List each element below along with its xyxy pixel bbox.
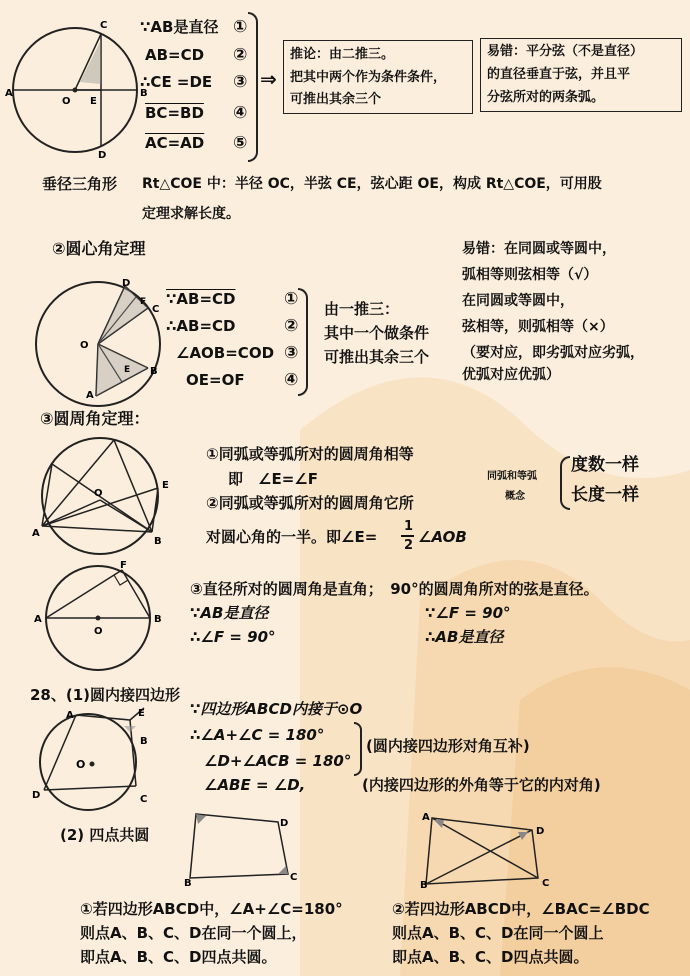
fig7-label-a: A: [422, 812, 430, 823]
s4-c1-line2: 则点A、B、C、D在同一个圆上，: [80, 924, 307, 942]
s1-box1-line1: 推论：由二推三。: [290, 47, 395, 62]
s1-box2-line3: 分弦所对的两条弧。: [487, 90, 605, 105]
s1-triangle-text-1: Rt△COE 中：半径 OC，半弦 CE，弦心距 OE，构成 Rt△COE，可用股: [142, 176, 602, 192]
s3-p3b: ∴∠F = 90°: [190, 628, 276, 646]
s2-brace-text-2: 其中一个做条件: [324, 324, 430, 342]
s1-num-1: ①: [233, 17, 248, 37]
s2-title: ②圆心角定理: [52, 239, 146, 258]
s3-p2b: 对圆心角的一半。即∠E=: [206, 528, 378, 546]
s1-condition-4: BC=BD: [145, 104, 204, 122]
s4-l3: ∠D+∠ACB = 180°: [204, 752, 352, 770]
s4-c2-line2: 则点A、B、C、D在同一个圆上: [392, 924, 604, 942]
fig1-label-b: B: [140, 88, 148, 99]
s2-warn-2: 弧相等则弦相等（√）: [462, 267, 598, 283]
quadrilateral-figure-2: [420, 808, 560, 890]
s2-warn-4: 弦相等，则弧相等（×）: [462, 319, 614, 335]
fig5-label-e: E: [138, 708, 145, 719]
fig5-label-c: C: [140, 794, 148, 805]
diameter-right-angle-figure: [28, 560, 178, 672]
s3-p1b: 即 ∠E=∠F: [228, 470, 318, 488]
fig2-label-o: O: [80, 340, 89, 351]
fig7-label-b: B: [420, 880, 428, 890]
s1-box1-line2: 把其中两个作为条件条件，: [290, 70, 447, 85]
fig1-label-a: A: [5, 88, 13, 99]
s4-title: 28、(1)圆内接四边形: [30, 686, 181, 704]
s1-num-5: ⑤: [233, 133, 248, 153]
s2-brace-text-3: 可推出其余三个: [324, 348, 430, 366]
inscribed-angle-figure: [28, 436, 178, 558]
s4-c2-line3: 即点A、B、C、D四点共圆。: [392, 948, 589, 966]
fig5-label-o: O: [76, 758, 86, 771]
s4-c1-line1: ①若四边形ABCD中，∠A+∠C=180°: [80, 900, 343, 918]
s3-concept-item-1: 度数一样: [571, 455, 639, 475]
fig5-label-d: D: [32, 790, 41, 801]
fig2-label-b: B: [150, 366, 158, 377]
s1-num-2: ②: [233, 45, 248, 65]
fig1-label-o: O: [62, 96, 71, 107]
s1-condition-3: ∴CE =DE: [140, 73, 213, 91]
s1-box1-line3: 可推出其余三个: [290, 92, 382, 107]
s4-c2-line1: ②若四边形ABCD中，∠BAC=∠BDC: [392, 900, 650, 918]
s1-condition-1: ∵AB是直径: [140, 18, 219, 36]
fig4-label-o: O: [94, 626, 103, 637]
s3-concept-item-2: 长度一样: [571, 485, 639, 505]
fig7-label-c: C: [542, 878, 550, 889]
fig3-label-a: A: [32, 528, 40, 539]
fig6-label-d: D: [280, 818, 289, 829]
fig1-label-d: D: [98, 150, 107, 161]
s3-p2: ②同弧或等弧所对的圆周角它所: [206, 494, 414, 512]
s3-p3d: ∴AB是直径: [425, 628, 504, 646]
s4-brace: [354, 722, 362, 776]
s2-condition-3: ∠AOB=COD: [176, 344, 275, 362]
s3-p2c: ∠AOB: [418, 528, 467, 546]
s2-num-2: ②: [284, 316, 299, 336]
quadrilateral-figure-1: [180, 808, 300, 888]
fig2-label-c: C: [152, 304, 160, 315]
s3-p3c: ∵∠F = 90°: [425, 604, 511, 622]
s2-condition-1: ∵AB=CD: [166, 290, 236, 308]
fig4-label-b: B: [154, 614, 162, 625]
fig3-label-o: O: [94, 488, 103, 499]
fig6-label-b: B: [184, 878, 192, 888]
fig7-label-d: D: [536, 826, 545, 837]
fig2-label-d: D: [122, 278, 131, 289]
s3-frac-num: 1: [404, 519, 414, 534]
s2-num-4: ④: [284, 370, 299, 390]
s1-warning-box: [480, 38, 682, 112]
fig2-label-f: F: [140, 297, 147, 307]
s1-brace: [248, 12, 258, 162]
s2-num-1: ①: [284, 289, 299, 309]
fig3-label-b: B: [154, 536, 162, 547]
s3-frac-den: 2: [404, 538, 414, 553]
s2-num-3: ③: [284, 343, 299, 363]
s1-implies-arrow: ⇒: [260, 67, 277, 91]
s1-condition-5: AC=AD: [145, 134, 205, 152]
s3-title: ③圆周角定理：: [40, 409, 150, 428]
s4-l1: ∵四边形ABCD内接于⊙O: [190, 700, 363, 718]
cyclic-quadrilateral-figure: [26, 706, 166, 812]
s4-sub: (2) 四点共圆: [60, 826, 150, 844]
fig2-label-e: E: [124, 365, 131, 375]
s1-box2-line2: 的直径垂直于弦，并且平: [487, 67, 631, 82]
s4-l4: ∠ABE = ∠D,: [204, 776, 306, 794]
s3-p3: ③直径所对的圆周角是直角； 90°的圆周角所对的弦是直径。: [190, 580, 599, 598]
s3-concept-label-2: 概念: [505, 491, 525, 502]
s2-warn-5: （要对应，即劣弧对应劣弧，: [462, 345, 644, 361]
central-angle-figure: [30, 278, 170, 408]
s2-warn-3: 在同圆或等圆中，: [462, 293, 574, 309]
fig1-label-e: E: [90, 96, 97, 107]
fig5-label-b: B: [140, 736, 148, 747]
fig2-label-a: A: [86, 390, 94, 401]
fig1-label-c: C: [100, 20, 108, 31]
s2-condition-2: ∴AB=CD: [166, 317, 236, 335]
s3-concept-brace: [560, 456, 570, 510]
fig6-label-c: C: [290, 872, 298, 883]
s2-warn-1: 易错：在同圆或等圆中，: [462, 241, 616, 257]
s1-triangle-label: 垂径三角形: [42, 175, 118, 193]
s3-p3a: ∵AB是直径: [190, 604, 269, 622]
fig5-label-a: A: [66, 710, 74, 721]
s1-triangle-text-2: 定理求解长度。: [142, 206, 240, 222]
fig4-label-a: A: [34, 614, 42, 625]
s1-inference-box: [283, 40, 473, 114]
s4-note2: (内接四边形的外角等于它的内对角): [362, 776, 601, 794]
s4-note1: (圆内接四边形对角互补): [366, 737, 530, 755]
perpendicular-diameter-figure: [0, 0, 160, 170]
s2-warn-6: 优弧对应优弧）: [462, 367, 560, 383]
s2-condition-4: OE=OF: [186, 371, 245, 389]
s1-condition-2: AB=CD: [145, 46, 205, 64]
s3-concept-label-1: 同弧和等弧: [487, 471, 537, 482]
s2-brace: [298, 288, 308, 396]
s1-box2-line1: 易错：平分弦（不是直径）: [487, 44, 644, 59]
s4-c1-line3: 即点A、B、C、D四点共圆。: [80, 948, 277, 966]
s2-brace-text-1: 由一推三：: [324, 300, 400, 318]
s1-num-4: ④: [233, 103, 248, 123]
s4-l2: ∴∠A+∠C = 180°: [190, 726, 325, 744]
s3-p1: ①同弧或等弧所对的圆周角相等: [206, 445, 414, 463]
fig4-label-f: F: [120, 560, 127, 571]
s1-num-3: ③: [233, 72, 248, 92]
fig3-label-e: E: [162, 480, 169, 491]
